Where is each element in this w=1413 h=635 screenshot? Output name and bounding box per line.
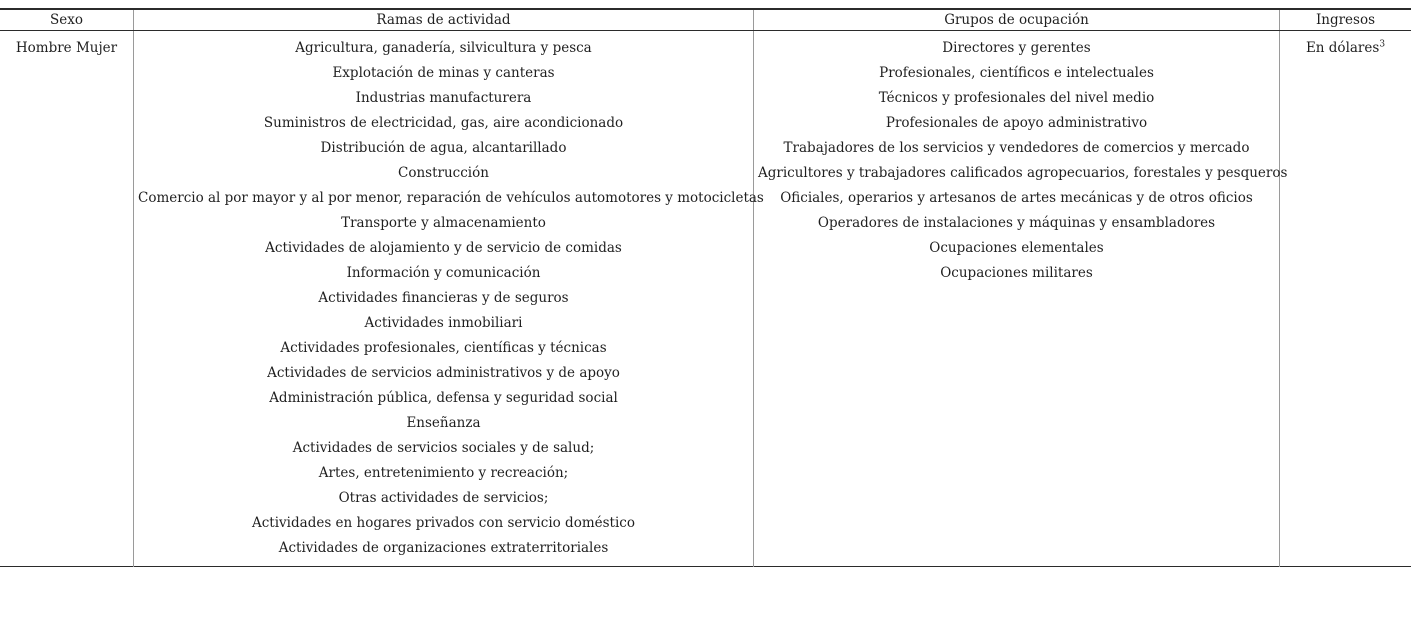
- occupation-group-item: Profesionales, científicos e intelectuales: [879, 65, 1154, 81]
- activity-branch-item: Transporte y almacenamiento: [341, 215, 546, 231]
- ingresos-footnote-marker: 3: [1379, 39, 1386, 50]
- classification-table: [0, 8, 1411, 567]
- column-header-sexo: Sexo: [0, 9, 134, 31]
- activity-branch-item: Industrias manufacturera: [355, 90, 532, 106]
- ingresos-column-cell: [1280, 31, 1412, 567]
- sexo-column-cell: [0, 31, 134, 567]
- occupation-group-item: Agricultores y trabajadores calificados agropecuarios, forestales y pesqueros: [758, 165, 1288, 181]
- occupation-group-item: Ocupaciones elementales: [929, 240, 1104, 256]
- occupation-group-item: Técnicos y profesionales del nivel medio: [878, 90, 1155, 106]
- activity-branch-item: Actividades de servicios sociales y de salud;: [292, 440, 595, 456]
- table-header-row: [0, 9, 1411, 31]
- activity-branch-item: Explotación de minas y canteras: [332, 65, 555, 81]
- activity-branch-item: Comercio al por mayor y al por menor, reparación de vehículos automotores y motocicletas: [138, 190, 764, 206]
- activity-branch-item: Suministros de electricidad, gas, aire acondicionado: [263, 115, 624, 131]
- activity-branch-item: Actividades profesionales, científicas y técnicas: [280, 340, 607, 356]
- sexo-values: Hombre Mujer: [15, 40, 118, 56]
- activity-branch-item: Construcción: [398, 165, 489, 181]
- activity-branch-item: Artes, entretenimiento y recreación;: [318, 465, 569, 481]
- activity-branch-item: Distribución de agua, alcantarillado: [320, 140, 567, 156]
- activity-branch-item: Actividades de organizaciones extraterritoriales: [278, 540, 609, 556]
- ingresos-value: [1284, 36, 1407, 61]
- ramas-column-cell: [134, 31, 764, 567]
- grupos-column-cell: [754, 31, 1288, 567]
- activity-branch-item: Actividades financieras y de seguros: [318, 290, 569, 306]
- activity-branch-item: Actividades inmobiliari: [364, 315, 523, 331]
- occupation-group-item: Operadores de instalaciones y máquinas y ensambladores: [817, 215, 1216, 231]
- activity-branch-item: Agricultura, ganadería, silvicultura y pesca: [295, 40, 592, 56]
- activity-branch-item: Actividades en hogares privados con servicio doméstico: [252, 515, 635, 531]
- activity-branch-item: Información y comunicación: [346, 265, 541, 281]
- activity-branch-item: Otras actividades de servicios;: [338, 490, 549, 506]
- occupation-group-item: Oficiales, operarios y artesanos de artes mecánicas y de otros oficios: [780, 190, 1253, 206]
- column-header-ingresos: Ingresos: [1280, 9, 1412, 31]
- activity-branches-list: [134, 31, 764, 566]
- activity-branch-item: Actividades de alojamiento y de servicio de comidas: [265, 240, 622, 256]
- column-header-grupos-de-ocupacion: Grupos de ocupación: [754, 9, 1280, 31]
- column-header-ramas-de-actividad: Ramas de actividad: [134, 9, 754, 31]
- ingresos-text: En dólares: [1305, 40, 1380, 56]
- occupation-group-item: Profesionales de apoyo administrativo: [885, 115, 1148, 131]
- occupation-group-item: Directores y gerentes: [942, 40, 1091, 56]
- occupation-group-item: Ocupaciones militares: [940, 265, 1093, 281]
- activity-branch-item: Administración pública, defensa y seguridad social: [269, 390, 618, 406]
- occupation-group-item: Trabajadores de los servicios y vendedores de comercios y mercado: [783, 140, 1250, 156]
- table-body: [0, 31, 1411, 567]
- activity-branch-item: Actividades de servicios administrativos y de apoyo: [267, 365, 620, 381]
- activity-branch-item: Enseñanza: [406, 415, 481, 431]
- occupation-groups-list: [754, 31, 1288, 291]
